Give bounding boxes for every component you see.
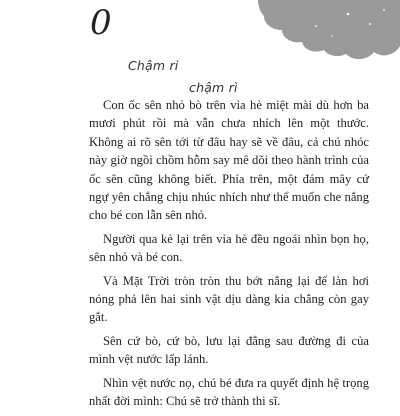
- paragraph: Nhìn vệt nước nọ, chú bé đưa ra quyết định hệ trọng nhất đời mình: Chú sẽ trở thành thi sĩ.: [89, 375, 369, 409]
- cloud-icon: [258, 0, 400, 62]
- paragraph: Người qua kẻ lại trên vỉa hè đều ngoái nhìn bọn họ, sên nhỏ và bé con.: [89, 231, 369, 265]
- chapter-title-line-2: chậm rì: [189, 80, 238, 95]
- paragraph: Con ốc sên nhỏ bò trên vỉa hè miệt mài dù hơn ba mươi phút rồi mà vẫn chưa nhích lên một thước. Không ai rõ sên tới từ đâu hay sẽ về đâu, cả chú nhóc này giờ ngồi chồm hỗm say mê dõi theo hành trình của ốc sên cũng không biết. Phía trên, một đám mây cứ ngự yên chẳng chịu nhúc nhích như thể muốn che nắng cho bé con lẫn sên nhỏ.: [89, 98, 369, 223]
- chapter-number: 0: [90, 3, 112, 43]
- body-text: [89, 96, 369, 416]
- paragraph: Sên cứ bò, cứ bò, lưu lại đằng sau đường đi của mình vệt nước lấp lánh.: [89, 333, 369, 367]
- chapter-title-line-1: Chậm ri: [128, 58, 179, 73]
- paragraph: Và Mặt Trời tròn tròn thu bớt nắng lại để làn hơi nóng phả lên hai sinh vật dịu dàng kia chẳng còn gay gắt.: [89, 273, 369, 325]
